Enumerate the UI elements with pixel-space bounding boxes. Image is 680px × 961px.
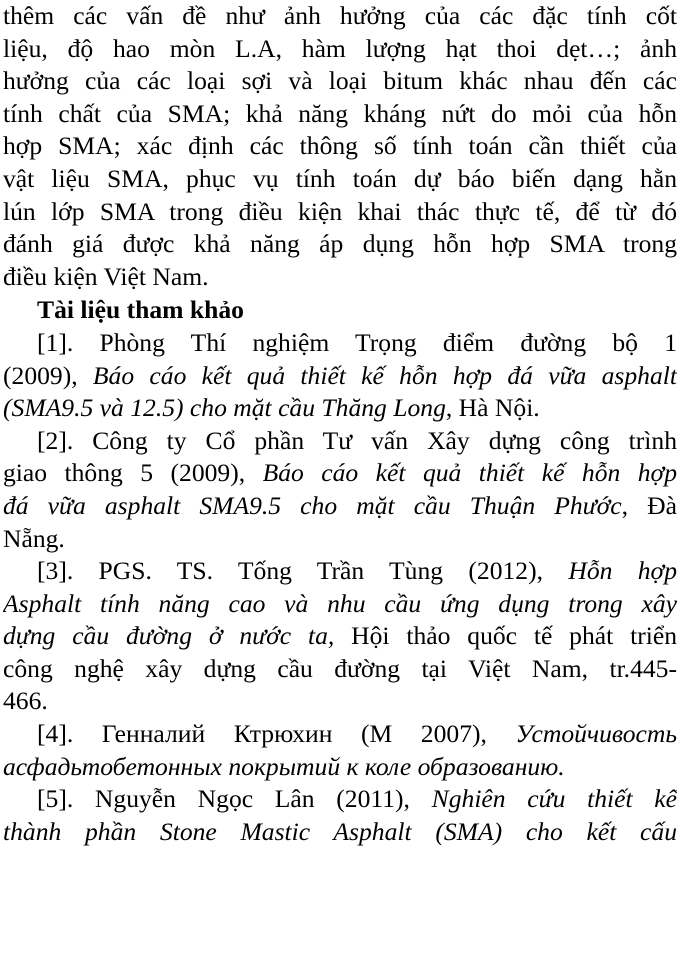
references-heading: Tài liệu tham khảo [37, 295, 244, 325]
ref-title: đá vữa asphalt SMA9.5 cho mặt cầu Thuận Phước [3, 490, 622, 520]
ref-title: Báo cáo kết quả thiết kế hỗn hợp [262, 458, 677, 488]
reference-line [3, 360, 677, 393]
reference-line [3, 588, 677, 621]
reference-line [3, 620, 677, 653]
reference-line [3, 718, 677, 751]
reference-3 [3, 555, 677, 718]
ref-text: [3]. PGS. TS. Tống Trần Tùng (2012), [37, 556, 569, 586]
paragraph-line: liệu, độ hao mòn L.A, hàm lượng hạt thoi dẹt…; ảnh [3, 33, 677, 63]
reference-line [3, 490, 677, 523]
reference-line: Nẵng. [3, 523, 65, 553]
reference-line [3, 816, 677, 849]
paragraph-line: đánh giá được khả năng áp dụng hỗn hợp SMA trong [3, 229, 677, 259]
ref-text: , Đà [621, 490, 677, 520]
paragraph-line: hưởng của các loại sợi và loại bitum khác nhau đến các [3, 66, 677, 96]
paragraph-line: điều kiện Việt Nam. [3, 261, 209, 291]
ref-title: асфадьтобетонных покрытий к коле образованию. [3, 751, 565, 781]
document-page [3, 0, 677, 848]
reference-line [3, 392, 677, 425]
reference-line [3, 457, 677, 490]
ref-title: thành phần Stone Mastic Asphalt (SMA) cho kết cấu [3, 816, 677, 846]
ref-text: giao thông 5 (2009), [3, 458, 263, 488]
ref-title: Устойчивость [515, 719, 677, 749]
reference-line [3, 783, 677, 816]
ref-title: dựng cầu đường ở nước ta, [3, 621, 335, 651]
reference-1 [3, 327, 677, 425]
ref-text: (2009), [3, 360, 93, 390]
ref-title: Nghiên cứu thiết kế [431, 784, 677, 814]
ref-text: Hội thảo quốc tế phát triển [334, 621, 677, 651]
paragraph-line: lún lớp SMA trong điều kiện khai thác thực tế, để từ đó [3, 196, 677, 226]
reference-2 [3, 425, 677, 555]
ref-title: (SMA9.5 và 12.5) cho mặt cầu Thăng Long [3, 393, 446, 423]
reference-line [3, 555, 677, 588]
ref-text: [5]. Nguyễn Ngọc Lân (2011), [37, 784, 432, 814]
reference-line: công nghệ xây dựng cầu đường tại Việt Nam, tr.445- [3, 653, 677, 683]
ref-text: [4]. Генналий Ктрюхин (М 2007), [37, 719, 516, 749]
reference-line [3, 751, 677, 784]
reference-line: [1]. Phòng Thí nghiệm Trọng điểm đường bộ 1 [37, 327, 677, 357]
reference-line: [2]. Công ty Cổ phần Tư vấn Xây dựng công trình [37, 425, 677, 455]
ref-title: Asphalt tính năng cao và nhu cầu ứng dụng trong xây [3, 588, 677, 618]
reference-line: 466. [3, 686, 48, 716]
reference-5 [3, 783, 677, 848]
ref-title: Báo cáo kết quả thiết kế hỗn hợp đá vữa asphalt [92, 360, 677, 390]
reference-4 [3, 718, 677, 783]
paragraph-line: thêm các vấn đề như ảnh hưởng của các đặc tính cốt [3, 1, 677, 30]
ref-text: , Hà Nội. [445, 393, 540, 423]
ref-title: Hỗn hợp [568, 556, 677, 586]
paragraph-line: hợp SMA; xác định các thông số tính toán cần thiết của [3, 131, 677, 161]
paragraph-line: vật liệu SMA, phục vụ tính toán dự báo biến dạng hằn [3, 163, 677, 193]
body-paragraph [3, 0, 677, 293]
paragraph-line: tính chất của SMA; khả năng kháng nứt do mỏi của hỗn [3, 98, 677, 128]
